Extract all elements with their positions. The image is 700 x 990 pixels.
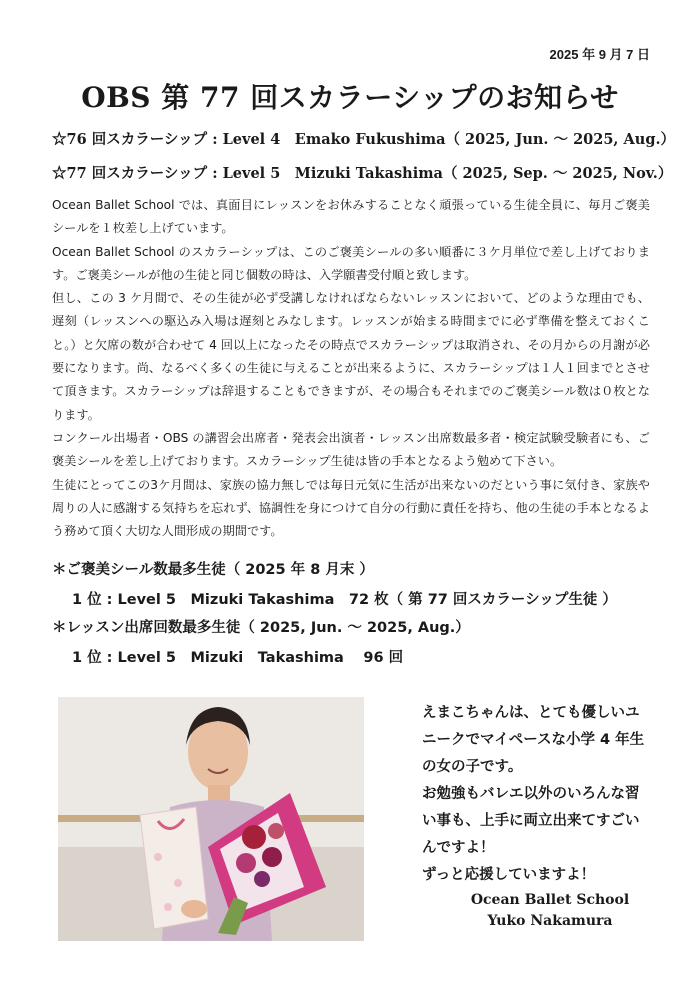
- message-line: ニークでマイペースな小学 4 年生: [422, 732, 645, 748]
- message-line: の女の子です。: [422, 759, 523, 775]
- stat-heading-attendance: ＊レッスン出席回数最多生徒（ 2025, Jun. 〜 2025, Aug.）: [52, 620, 470, 636]
- signature-school: Ocean Ballet School: [470, 892, 630, 908]
- paragraph-stickers: Ocean Ballet School では、真面目にレッスンをお休みすることなく頑張っている生徒全員に、毎月ご褒美シールを１枚差し上げています。: [52, 198, 650, 236]
- message-line: えまこちゃんは、とても優しいユ: [422, 705, 640, 721]
- student-photo: [58, 697, 364, 941]
- paragraph-conditions: 但し、この 3 ケ月間で、その生徒が必ず受講しなければならないレッスンにおいて、どのような理由でも、遅刻（レッスンへの駆込み入場は遅刻とみなします。レッスンが始まる時間までに必ず準備を整えておくこと。）と欠席の数が合わせて 4 回以上になったその時点でスカラーシップは取消され、その月からの月謝が必要になります。尚、なるべく多くの生徒に与えることが出来るように、スカラーシップは１人１回までとさせて頂きます。スカラーシップは辞退することもできますが、その場合もそれまでのご褒美シール数は０枚となります。: [52, 291, 650, 422]
- paragraph-growth: 生徒にとってこの3ケ月間は、家族の協力無しでは毎日元気に生活が出来ないのだという事に気付き、家族や周りの人に感謝する気持ちを忘れず、協調性を身につけて自分の行動に責任を持ち、他の生徒の手本となるよう務めて頂く大切な人間形成の期間です。: [52, 477, 650, 539]
- scholarship-77: ☆77 回スカラーシップ : Level 5 Mizuki Takashima（ 2025, Sep. 〜 2025, Nov.）: [52, 165, 673, 182]
- message-line: んですよ！: [422, 840, 495, 856]
- message-line: ずっと応援していますよ！: [422, 867, 596, 883]
- scholarship-76: ☆76 回スカラーシップ : Level 4 Emako Fukushima（ 2025, Jun. 〜 2025, Aug.）: [52, 131, 676, 148]
- stat-first-stickers: 1 位 : Level 5 Mizuki Takashima 72 枚（ 第 77 回スカラーシップ生徒 ）: [72, 592, 617, 608]
- stat-first-attendance: 1 位 : Level 5 Mizuki Takashima 96 回: [72, 650, 404, 666]
- stat-heading-stickers: ＊ご褒美シール数最多生徒（ 2025 年 8 月末 ）: [52, 562, 374, 578]
- message-line: お勉強もバレエ以外のいろんな習: [422, 786, 640, 802]
- paragraph-scholarship: Ocean Ballet School のスカラーシップは、このご褒美シールの多い順番に３ケ月単位で差し上げております。ご褒美シールが他の生徒と同じ個数の時は、入学願書受付順と致します。: [52, 244, 650, 282]
- paragraph-awards: コンクール出場者・OBS の講習会出席者・発表会出演者・レッスン出席数最多者・検定試験受験者にも、ご褒美シールを差し上げております。スカラーシップ生徒は皆の手本となるよう勉めて下さい。: [52, 430, 650, 469]
- document-date: 2025 年 9 月 7 日: [549, 47, 650, 62]
- page-title: OBS 第 77 回スカラーシップのお知らせ: [81, 81, 619, 114]
- message-line: い事も、上手に両立出来てすごい: [422, 813, 640, 829]
- teacher-message: [422, 700, 672, 889]
- signature-teacher: Yuko Nakamura: [487, 913, 613, 929]
- rules-text: [52, 194, 650, 543]
